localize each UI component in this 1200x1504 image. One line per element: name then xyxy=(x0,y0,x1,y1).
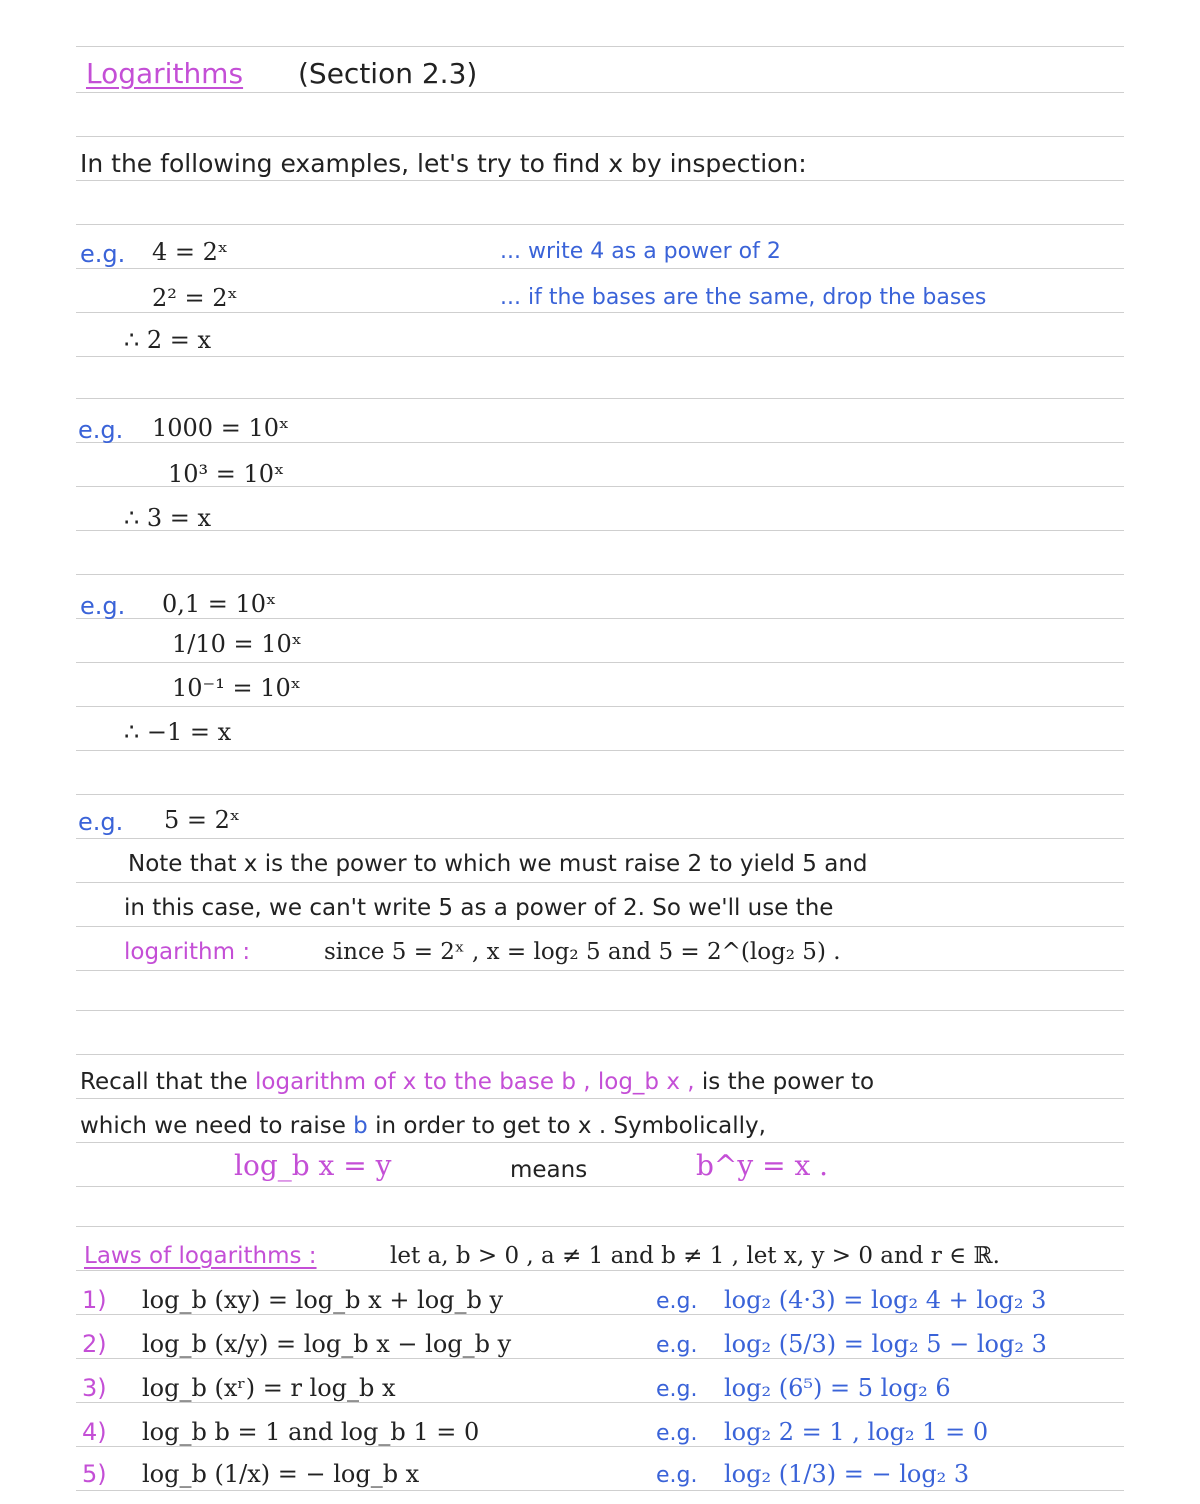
eg-label: e.g. xyxy=(80,592,126,620)
eg-label: e.g. xyxy=(656,1333,698,1358)
law-formula: log_b (xy) = log_b x + log_b y xyxy=(142,1286,504,1314)
recall-term: logarithm of x to the base b xyxy=(255,1069,576,1095)
equation-line: 5 = 2ˣ xyxy=(164,806,241,834)
equation-line: 2² = 2ˣ xyxy=(152,284,238,312)
eg-label: e.g. xyxy=(78,416,124,444)
law-number: 1) xyxy=(82,1286,107,1314)
recall-line-2 xyxy=(80,1112,766,1140)
law-example: log₂ (4·3) = log₂ 4 + log₂ 3 xyxy=(724,1286,1047,1314)
laws-conditions: let a, b > 0 , a ≠ 1 and b ≠ 1 , let x, y > 0 and r ∈ ℝ. xyxy=(390,1243,1000,1269)
eg-label: e.g. xyxy=(656,1377,698,1402)
law-formula: log_b b = 1 and log_b 1 = 0 xyxy=(142,1418,480,1446)
law-number: 2) xyxy=(82,1330,107,1358)
equation-line: ∴ −1 = x xyxy=(124,718,232,746)
note-line-2: in this case, we can't write 5 as a power of 2. So we'll use the xyxy=(124,895,834,921)
recall-notation: , log_b x , xyxy=(583,1069,695,1095)
note-line-3: since 5 = 2ˣ , x = log₂ 5 and 5 = 2^(log₂ 5) . xyxy=(324,939,841,965)
law-formula: log_b (x/y) = log_b x − log_b y xyxy=(142,1330,512,1358)
eg-label: e.g. xyxy=(656,1421,698,1446)
recall-line2-end: in order to get to x . Symbolically, xyxy=(375,1113,766,1139)
eg-label: e.g. xyxy=(656,1463,698,1488)
equation-line: 1/10 = 10ˣ xyxy=(172,630,302,658)
recall-start: Recall that the xyxy=(80,1069,248,1095)
page-title: Logarithms xyxy=(86,57,244,90)
symbolic-left: log_b x = y xyxy=(234,1149,392,1182)
laws-heading: Laws of logarithms : xyxy=(84,1243,317,1269)
law-example: log₂ (5/3) = log₂ 5 − log₂ 3 xyxy=(724,1330,1047,1358)
law-number: 5) xyxy=(82,1460,107,1488)
symbolic-right: b^y = x . xyxy=(696,1149,829,1182)
equation-line: 10³ = 10ˣ xyxy=(168,460,285,488)
law-formula: log_b (1/x) = − log_b x xyxy=(142,1460,420,1488)
equation-line: ∴ 2 = x xyxy=(124,326,212,354)
equation-line: 4 = 2ˣ xyxy=(152,238,229,266)
logarithm-term: logarithm : xyxy=(124,939,251,965)
law-number: 3) xyxy=(82,1374,107,1402)
law-example: log₂ (1/3) = − log₂ 3 xyxy=(724,1460,970,1488)
eg-label: e.g. xyxy=(656,1289,698,1314)
recall-end: is the power to xyxy=(701,1069,875,1095)
equation-line: ∴ 3 = x xyxy=(124,504,212,532)
eg-label: e.g. xyxy=(78,808,124,836)
law-example: log₂ 2 = 1 , log₂ 1 = 0 xyxy=(724,1418,989,1446)
recall-b: b xyxy=(353,1113,368,1139)
law-example: log₂ (6⁵) = 5 log₂ 6 xyxy=(724,1374,951,1402)
law-formula: log_b (xʳ) = r log_b x xyxy=(142,1374,396,1402)
eg-label: e.g. xyxy=(80,240,126,268)
law-number: 4) xyxy=(82,1418,107,1446)
annotation-note: ... if the bases are the same, drop the bases xyxy=(500,285,987,310)
note-line-1: Note that x is the power to which we must raise 2 to yield 5 and xyxy=(128,851,868,877)
means-label: means xyxy=(510,1157,588,1183)
annotation-note: ... write 4 as a power of 2 xyxy=(500,239,781,264)
section-label: (Section 2.3) xyxy=(298,57,478,90)
equation-line: 0,1 = 10ˣ xyxy=(162,590,277,618)
equation-line: 1000 = 10ˣ xyxy=(152,414,290,442)
equation-line: 10⁻¹ = 10ˣ xyxy=(172,674,301,702)
intro-text: In the following examples, let's try to find x by inspection: xyxy=(80,149,807,178)
recall-line-1 xyxy=(80,1068,874,1096)
recall-line2-start: which we need to raise xyxy=(80,1113,346,1139)
